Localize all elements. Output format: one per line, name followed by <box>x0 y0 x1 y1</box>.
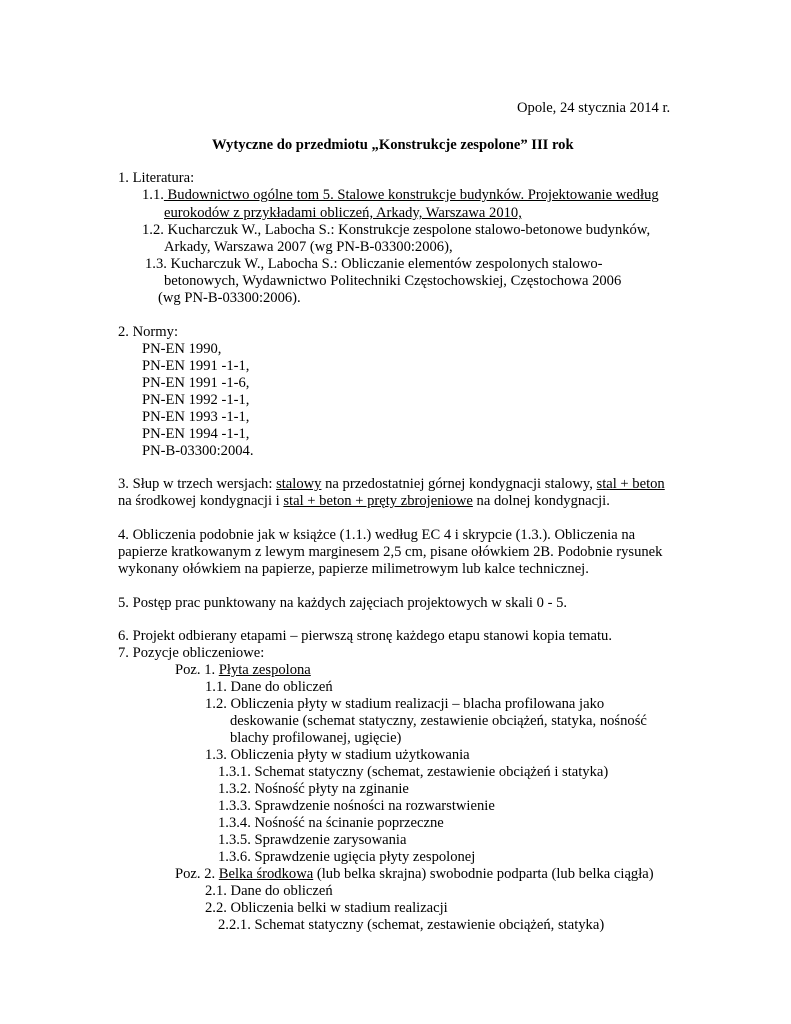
column-versions-line-1 <box>118 476 665 493</box>
position-1-heading <box>175 662 311 679</box>
position-item: 1.3. Obliczenia płyty w stadium użytkowania <box>205 747 470 763</box>
norm-item: PN-EN 1990, <box>142 341 222 357</box>
steel-version: stalowy <box>276 476 322 492</box>
steel-concrete-version: stal + beton <box>596 476 665 492</box>
position-1-name: Płyta zespolona <box>218 662 311 678</box>
norm-item: PN-EN 1991 -1-1, <box>142 358 250 374</box>
position-subitem: 2.2.1. Schemat statyczny (schemat, zestawienie obciążeń, statyka) <box>218 917 605 933</box>
position-1-prefix: Poz. 1. <box>175 662 219 678</box>
position-item-continuation: deskowanie (schemat statyczny, zestawienie obciążeń, statyka, nośność <box>230 713 647 729</box>
literature-item-3-line-1: 1.3. Kucharczuk W., Labocha S.: Obliczanie elementów zespolonych stalowo- <box>145 256 603 272</box>
norm-item: PN-B-03300:2004. <box>142 443 254 459</box>
position-item: 1.1. Dane do obliczeń <box>205 679 333 695</box>
norm-item: PN-EN 1994 -1-1, <box>142 426 250 442</box>
positions-heading: 7. Pozycje obliczeniowe: <box>118 645 265 661</box>
literature-item-3-line-3: (wg PN-B-03300:2006). <box>158 290 301 306</box>
position-subitem: 1.3.3. Sprawdzenie nośności na rozwarstwienie <box>218 798 495 814</box>
column-versions-line-2 <box>118 493 610 510</box>
text-run: 3. Słup w trzech wersjach: <box>118 476 277 492</box>
calculations-line-1: 4. Obliczenia podobnie jak w książce (1.1.) według EC 4 i skrypcie (1.3.). Obliczenia na <box>118 527 636 543</box>
document-title: Wytyczne do przedmiotu „Konstrukcje zespolone” III rok <box>212 137 574 153</box>
position-2-heading <box>175 866 654 883</box>
literature-item-1-line-1 <box>142 187 659 204</box>
literature-item-1-line-2: eurokodów z przykładami obliczeń, Arkady, Warszawa 2010, <box>164 205 522 221</box>
calculations-line-3: wykonany ołówkiem na papierze, papierze milimetrowym lub kalce technicznej. <box>118 561 589 577</box>
position-2-prefix: Poz. 2. <box>175 866 219 882</box>
literature-item-3-line-2: betonowych, Wydawnictwo Politechniki Częstochowskiej, Częstochowa 2006 <box>164 273 622 289</box>
norm-item: PN-EN 1992 -1-1, <box>142 392 250 408</box>
position-item: 2.2. Obliczenia belki w stadium realizacji <box>205 900 448 916</box>
text-run: na środkowej kondygnacji i <box>118 493 284 509</box>
norms-heading: 2. Normy: <box>118 324 178 340</box>
text-run: na przedostatniej górnej kondygnacji stalowy, <box>321 476 597 492</box>
position-subitem: 1.3.6. Sprawdzenie ugięcia płyty zespolonej <box>218 849 476 865</box>
literature-item-2-line-2: Arkady, Warszawa 2007 (wg PN-B-03300:2006), <box>164 239 453 255</box>
calculations-line-2: papierze kratkowanym z lewym marginesem 2,5 cm, pisane ołówkiem 2B. Podobnie rysunek <box>118 544 663 560</box>
norm-item: PN-EN 1991 -1-6, <box>142 375 250 391</box>
position-2-suffix: (lub belka skrajna) swobodnie podparta (lub belka ciągła) <box>313 866 654 882</box>
position-item-continuation: blachy profilowanej, ugięcie) <box>230 730 402 746</box>
progress-line: 5. Postęp prac punktowany na każdych zajęciach projektowych w skali 0 - 5. <box>118 595 568 611</box>
position-subitem: 1.3.1. Schemat statyczny (schemat, zestawienie obciążeń i statyka) <box>218 764 609 780</box>
text-run: na dolnej kondygnacji. <box>472 493 610 509</box>
norm-item: PN-EN 1993 -1-1, <box>142 409 250 425</box>
position-subitem: 1.3.4. Nośność na ścinanie poprzeczne <box>218 815 444 831</box>
position-item: 1.2. Obliczenia płyty w stadium realizacji – blacha profilowana jako <box>205 696 605 712</box>
literature-item-1-title: Budownictwo ogólne tom 5. Stalowe konstrukcje budynków. Projektowanie według <box>163 187 659 203</box>
position-item: 2.1. Dane do obliczeń <box>205 883 333 899</box>
reinforced-version: stal + beton + pręty zbrojeniowe <box>283 493 473 509</box>
position-subitem: 1.3.5. Sprawdzenie zarysowania <box>218 832 407 848</box>
position-subitem: 1.3.2. Nośność płyty na zginanie <box>218 781 409 797</box>
date-line: Opole, 24 stycznia 2014 r. <box>517 100 671 116</box>
literature-heading: 1. Literatura: <box>118 170 195 186</box>
stages-line: 6. Projekt odbierany etapami – pierwszą stronę każdego etapu stanowi kopia tematu. <box>118 628 613 644</box>
literature-item-1-number: 1.1. <box>142 187 164 203</box>
literature-item-2-line-1: 1.2. Kucharczuk W., Labocha S.: Konstrukcje zespolone stalowo-betonowe budynków, <box>142 222 651 238</box>
position-2-name: Belka środkowa <box>218 866 314 882</box>
